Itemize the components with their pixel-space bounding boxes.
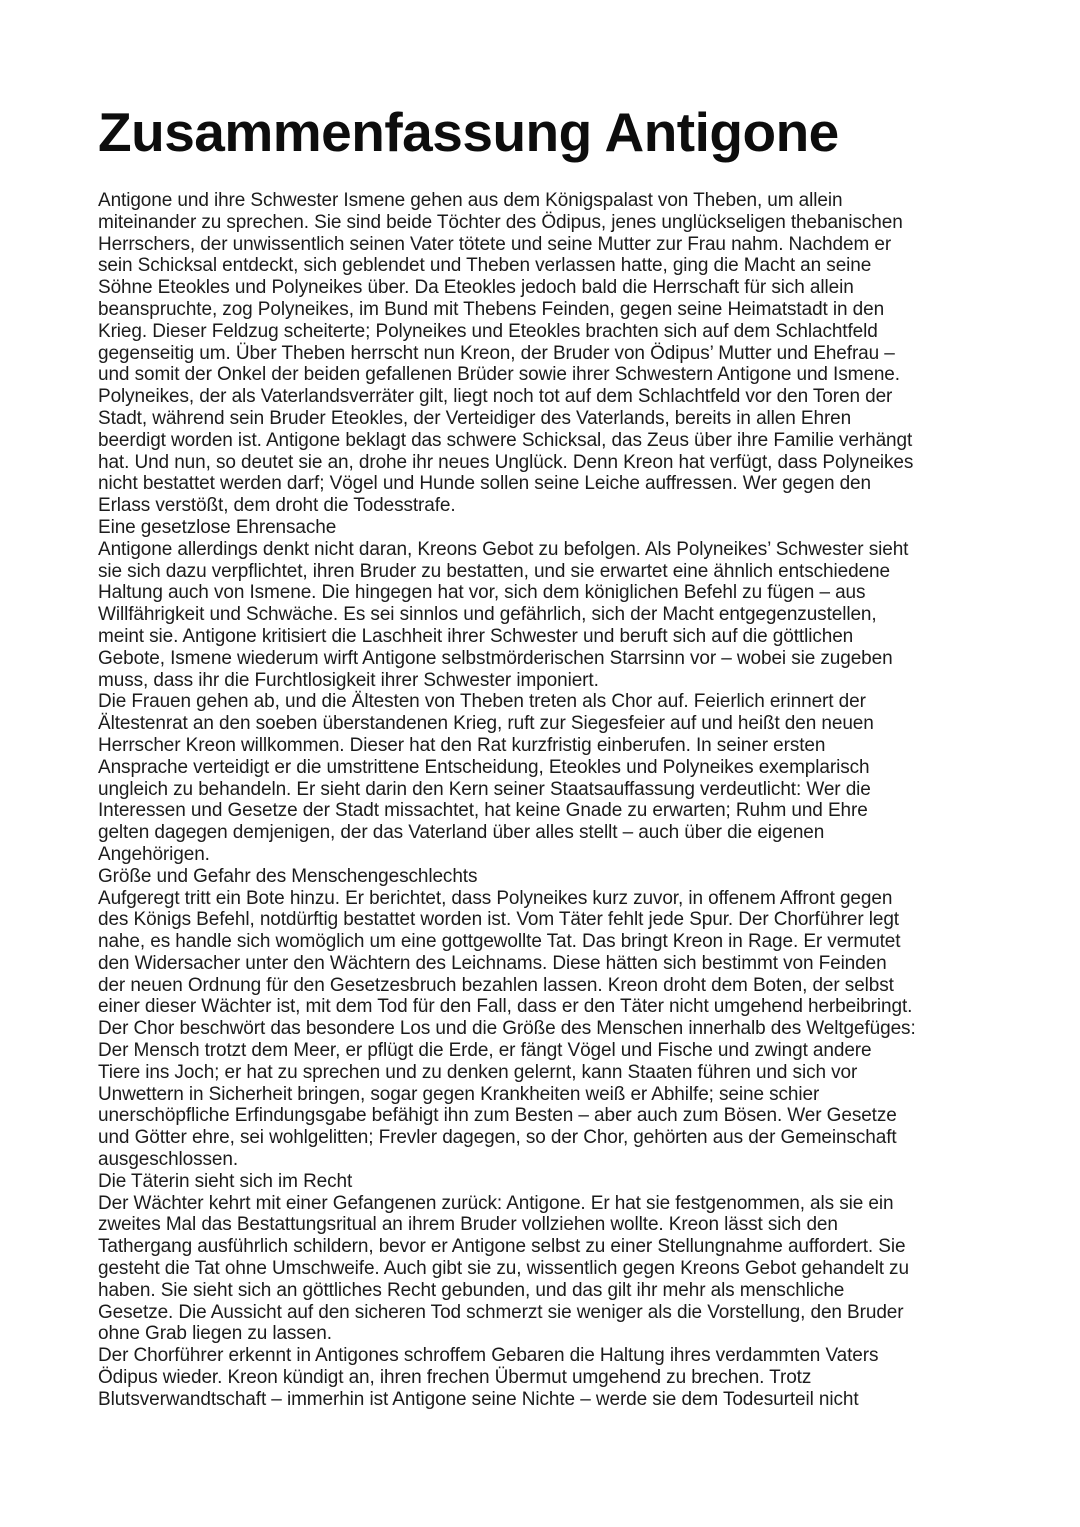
body-line: Haltung auch von Ismene. Die hingegen hat vor, sich dem königlichen Befehl zu fügen – aus bbox=[98, 582, 866, 604]
body-line: ungleich zu behandeln. Er sieht darin den Kern seiner Staatsauffassung verdeutlicht: Wer die bbox=[98, 778, 871, 800]
body-line: einer dieser Wächter ist, mit dem Tod für den Fall, dass er den Täter nicht umgehend herbeibringt. bbox=[98, 996, 913, 1018]
body-line: Erlass verstößt, dem droht die Todesstrafe. bbox=[98, 495, 456, 517]
body-line: Tathergang ausführlich schildern, bevor er Antigone selbst zu einer Stellungnahme auffordert. Sie bbox=[98, 1236, 906, 1258]
body-line: Ödipus wieder. Kreon kündigt an, ihren frechen Übermut umgehend zu brechen. Trotz bbox=[98, 1367, 812, 1389]
body-line: ohne Grab liegen zu lassen. bbox=[98, 1323, 332, 1345]
body-line: Polyneikes, der als Vaterlandsverräter gilt, liegt noch tot auf dem Schlachtfeld vor den Toren der bbox=[98, 386, 893, 408]
body-line: gegenseitig um. Über Theben herrscht nun Kreon, der Bruder von Ödipus’ Mutter und Ehefrau – bbox=[98, 342, 895, 364]
article-body bbox=[98, 190, 1003, 1411]
body-line: Der Chor beschwört das besondere Los und die Größe des Menschen innerhalb des Weltgefüges: bbox=[98, 1018, 916, 1040]
body-line: Ältestenrat an den soeben überstandenen Krieg, ruft zur Siegesfeier auf und heißt den neuen bbox=[98, 713, 874, 735]
body-line: des Königs Befehl, notdürftig bestattet worden ist. Vom Täter fehlt jede Spur. Der Chorführer legt bbox=[98, 909, 899, 931]
body-line: muss, dass ihr die Furchtlosigkeit ihrer Schwester imponiert. bbox=[98, 669, 599, 691]
body-line: sie sich dazu verpflichtet, ihren Bruder zu bestatten, und sie erwartet eine ähnlich entschiedene bbox=[98, 560, 890, 582]
body-line: Gesetze. Die Aussicht auf den sicheren Tod schmerzt sie weniger als die Vorstellung, den Bruder bbox=[98, 1301, 904, 1323]
body-line: meint sie. Antigone kritisiert die Laschheit ihrer Schwester und beruft sich auf die göttlichen bbox=[98, 625, 854, 647]
body-line: Krieg. Dieser Feldzug scheiterte; Polyneikes und Eteokles brachten sich auf dem Schlachtfeld bbox=[98, 320, 878, 342]
body-line: Antigone und ihre Schwester Ismene gehen aus dem Königspalast von Theben, um allein bbox=[98, 190, 843, 211]
body-line: Ansprache verteidigt er die umstrittene Entscheidung, Eteokles und Polyneikes exemplarisch bbox=[98, 756, 870, 778]
body-line: zweites Mal das Bestattungsritual an ihrem Bruder vollziehen wollte. Kreon lässt sich den bbox=[98, 1214, 838, 1236]
body-line: nahe, es handle sich womöglich um eine gottgewollte Tat. Das bringt Kreon in Rage. Er vermutet bbox=[98, 931, 901, 953]
body-line: Aufgeregt tritt ein Bote hinzu. Er berichtet, dass Polyneikes kurz zuvor, in offenem Affront gegen bbox=[98, 887, 893, 909]
body-line: Herrschers, der unwissentlich seinen Vater tötete und seine Mutter zur Frau nahm. Nachdem er bbox=[98, 233, 892, 255]
body-line: Antigone allerdings denkt nicht daran, Kreons Gebot zu befolgen. Als Polyneikes’ Schwester sieht bbox=[98, 538, 909, 560]
body-line: gesteht die Tat ohne Umschweife. Auch gibt sie zu, wissentlich gegen Kreons Gebot gehandelt zu bbox=[98, 1258, 909, 1280]
body-line: miteinander zu sprechen. Sie sind beide Töchter des Ödipus, jenes unglückseligen thebanischen bbox=[98, 211, 903, 233]
body-line: Gebote, Ismene wiederum wirft Antigone selbstmörderischen Starrsinn vor – wobei sie zugeben bbox=[98, 647, 893, 669]
body-line: Stadt, während sein Bruder Eteokles, der Verteidiger des Vaterlands, bereits in allen Ehren bbox=[98, 407, 852, 429]
body-line: Söhne Eteokles und Polyneikes über. Da Eteokles jedoch bald die Herrschaft für sich allein bbox=[98, 277, 854, 299]
body-line: Willfährigkeit und Schwäche. Es sei sinnlos und gefährlich, sich der Macht entgegenzustellen, bbox=[98, 604, 877, 626]
body-line: ausgeschlossen. bbox=[98, 1149, 239, 1171]
body-line: unerschöpfliche Erfindungsgabe befähigt ihn zum Besten – aber auch zum Bösen. Wer Gesetze bbox=[98, 1105, 897, 1127]
body-line: gelten dagegen demjenigen, der das Vaterland über alles stellt – auch über die eigenen bbox=[98, 822, 825, 844]
section-heading-line: Die Täterin sieht sich im Recht bbox=[98, 1170, 353, 1192]
body-line: Der Mensch trotzt dem Meer, er pflügt die Erde, er fängt Vögel und Fische und zwingt andere bbox=[98, 1040, 872, 1062]
body-line: der neuen Ordnung für den Gesetzesbruch bezahlen lassen. Kreon droht dem Boten, der selbst bbox=[98, 974, 894, 996]
body-line: Interessen und Gesetze der Stadt missachtet, hat keine Gnade zu erwarten; Ruhm und Ehre bbox=[98, 800, 868, 822]
body-line: den Widersacher unter den Wächtern des Leichnams. Diese hätten sich bestimmt von Feinden bbox=[98, 952, 887, 974]
body-line: Angehörigen. bbox=[98, 843, 210, 865]
body-line: und Götter ehre, sei wohlgelitten; Frevler dagegen, so der Chor, gehörten aus der Gemeinschaft bbox=[98, 1127, 897, 1149]
body-line: hat. Und nun, so deutet sie an, drohe ihr neues Unglück. Denn Kreon hat verfügt, dass Polyneikes bbox=[98, 451, 914, 473]
section-heading-line: Größe und Gefahr des Menschengeschlechts bbox=[98, 865, 478, 887]
body-line: beerdigt worden ist. Antigone beklagt das schwere Schicksal, das Zeus über ihre Familie verhängt bbox=[98, 429, 913, 451]
body-line: Herrscher Kreon willkommen. Dieser hat den Rat kurzfristig einberufen. In seiner ersten bbox=[98, 734, 826, 756]
body-line: Unwettern in Sicherheit bringen, sogar gegen Krankheiten weiß er Abhilfe; seine schier bbox=[98, 1083, 820, 1105]
body-line: Der Wächter kehrt mit einer Gefangenen zurück: Antigone. Er hat sie festgenommen, als sie ein bbox=[98, 1192, 894, 1214]
body-line: Der Chorführer erkennt in Antigones schroffem Gebaren die Haltung ihres verdammten Vaters bbox=[98, 1345, 879, 1367]
body-line: beanspruchte, zog Polyneikes, im Bund mit Thebens Feinden, gegen seine Heimatstadt in den bbox=[98, 298, 885, 320]
body-line: haben. Sie sieht sich an göttliches Recht gebunden, und das gilt ihr mehr als menschliche bbox=[98, 1279, 845, 1301]
body-line: Tiere ins Joch; er hat zu sprechen und zu denken gelernt, kann Staaten führen und sich vor bbox=[98, 1061, 858, 1083]
body-line: sein Schicksal entdeckt, sich geblendet und Theben verlassen hatte, ging die Macht an seine bbox=[98, 255, 872, 277]
document-title: Zusammenfassung Antigone bbox=[98, 101, 839, 163]
body-line: Blutsverwandtschaft – immerhin ist Antigone seine Nichte – werde sie dem Todesurteil nicht bbox=[98, 1388, 859, 1410]
body-line: und somit der Onkel der beiden gefallenen Brüder sowie ihrer Schwestern Antigone und Ismene. bbox=[98, 364, 900, 386]
section-heading-line: Eine gesetzlose Ehrensache bbox=[98, 516, 337, 538]
body-line: Die Frauen gehen ab, und die Ältesten von Theben treten als Chor auf. Feierlich erinnert der bbox=[98, 691, 866, 713]
body-line: nicht bestattet werden darf; Vögel und Hunde sollen seine Leiche auffressen. Wer gegen den bbox=[98, 473, 871, 495]
